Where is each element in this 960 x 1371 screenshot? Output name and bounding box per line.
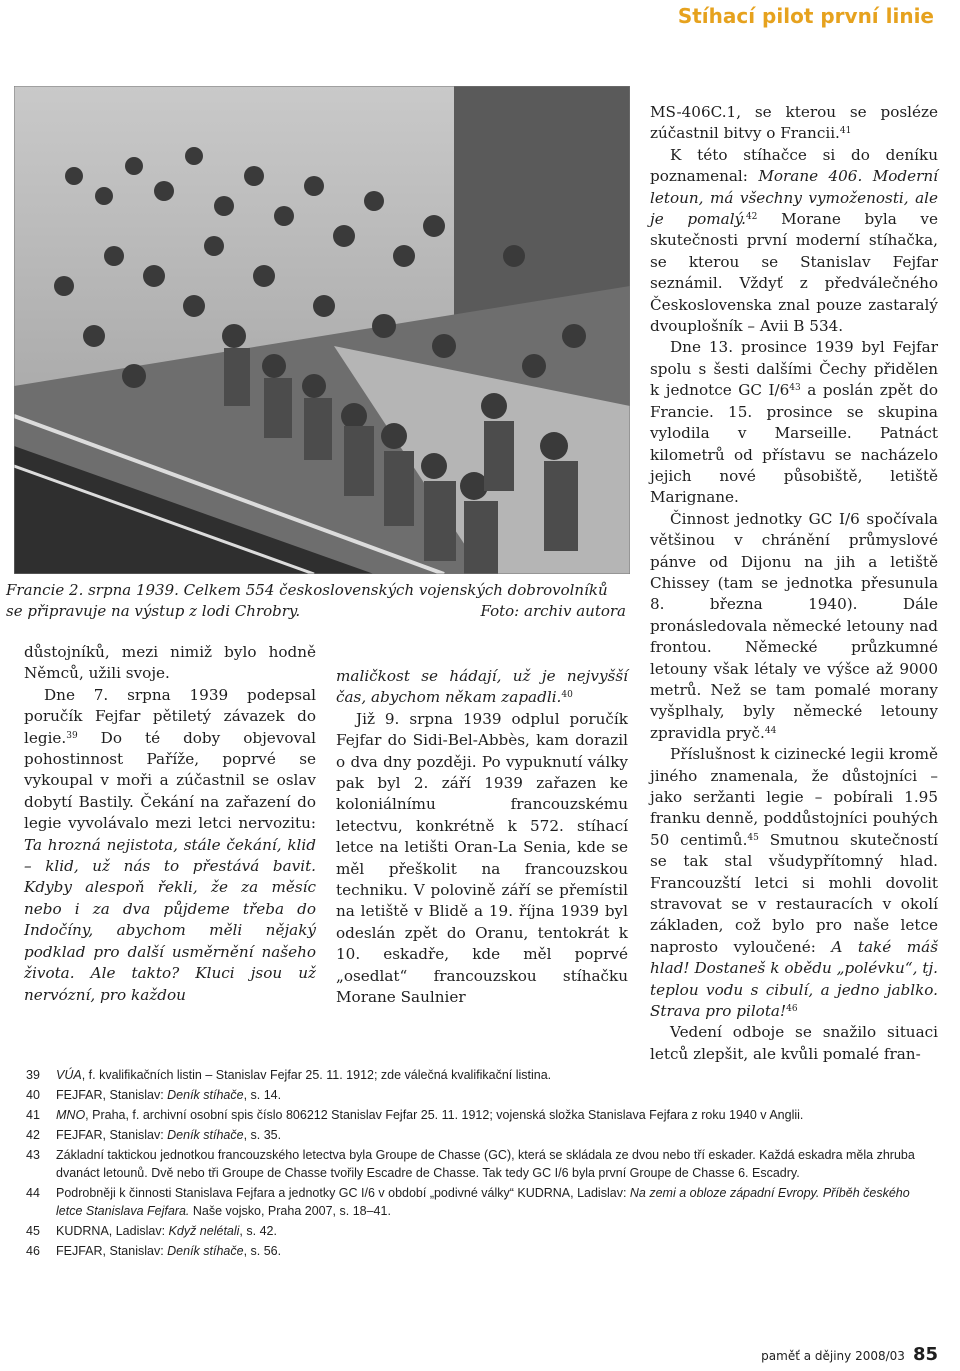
footnote-item: 39 VÚA, f. kvalifikačních listin – Stanislav Fejfar 25. 11. 1912; zde válečná kvalifikační listina. (26, 1068, 552, 1082)
photo-caption-text: Francie 2. srpna 1939. Celkem 554 československých vojenských dobrovolníků se připravuje na výstup z lodi Chrobry. (6, 581, 608, 620)
paragraph: Dne 7. srpna 1939 podepsal poručík Fejfar pětiletý závazek do legie.$^{39}$ Do té doby objevoval pohostinnost Paříže, poprvé se vykoupal v moři a zúčastnil se oslav dobytí Bastily. Čekání na zařazení do legie vyvolávalo mezi letci nervozitu: Ta hrozná nejistota, stále čekání, klid – klid, už nás to přestává bavit. Kdyby alespoň řekli, že za měsíc nebo i za dva půjdeme třeba do Indočíny, abychom měli nějaký podklad pro další usměrnění našeho života. Ale takto? Kluci jsou už nervózní, pro každou (24, 685, 316, 1004)
footnotes (26, 1066, 938, 1262)
footnote-ref: 46 (786, 1004, 798, 1015)
photo-caption (6, 580, 626, 622)
footnote-ref: 40 (561, 690, 573, 701)
photo-ship-deck-crowd (14, 86, 630, 574)
footnote-ref: 43 (789, 383, 801, 394)
footnote-ref: 44 (764, 725, 777, 736)
footnote-ref: 41 (839, 126, 852, 137)
paragraph: maličkost se hádají, už je nejvyšší čas, abychom někam zapadli.$^{40}$ (336, 667, 628, 707)
footnote-ref: 45 (747, 832, 759, 843)
paragraph: MS-406C.1, se kterou se posléze zúčastnil bitvy o Francii.$^{41}$ (650, 103, 938, 143)
footnote-item: 42 FEJFAR, Stanislav: Deník stíhače, s. 35. (26, 1128, 282, 1142)
historical-photo (14, 86, 630, 574)
paragraph: Činnost jednotky GC I/6 spočívala většinou v chránění průmyslové pánve od Dijonu na jih a letiště Chissey (tam se jednotka přesunula 8. března 1940). Dále pronásledovala německé letouny nad frontou. Německé průzkumné letouny však létaly ve výšce až 9000 metrů. Než se tam pomalé morany vyšplhaly, byly německé letouny zpravidla pryč.$^{44}$ (650, 509, 938, 742)
page-number: 85 (912, 1344, 938, 1365)
paragraph: Již 9. srpna 1939 odplul poručík Fejfar do Sidi-Bel-Abbès, kam dorazil o dva dny později. Po vypuknutí války pak byl 2. září 1939 zařazen ke koloniálnímu francouzskému letectvu, konkrétně k 572. stíhací letce na letišti Oran-La Senia, kde se měl přeškolit na francouzskou techniku. V polovině září se přemístil na letiště v Blidě a 19. října 1939 byl odeslán zpět do Oranu, tentokrát k 10. eskadře, kde měl poprvé „osedlat“ francouzskou stíhačku Morane Saulnier (336, 709, 628, 1007)
running-header-title: Stíhací pilot první linie (677, 4, 934, 28)
paragraph: důstojníků, mezi nimiž bylo hodně Němců, užili svoje. (24, 643, 316, 683)
footnote-item: 41 MNO, Praha, f. archivní osobní spis číslo 806212 Stanislav Fejfar 25. 11. 1912; vojenská složka Stanislava Fejfara z roku 1940 v Anglii. (26, 1108, 804, 1122)
paragraph: K této stíhačce si do deníku poznamenal: Morane 406. Moderní letoun, má všechny vymoženosti, ale je pomalý.$^{42}$ Morane byla ve skutečnosti první moderní stíhačka, se kterou se Stanislav Fejfar seznámil. Vždyť z předválečného Československa znal pouze zastaralý dvouplošník – Avii B 534. (650, 145, 939, 336)
footnote-ref: 42 (745, 212, 758, 223)
photo-credit: Foto: archiv autora (480, 602, 626, 620)
text-column-1 (24, 642, 316, 1006)
footnote-ref: 39 (66, 730, 78, 741)
footnote-item: 40 FEJFAR, Stanislav: Deník stíhače, s. 14. (26, 1088, 282, 1102)
text-column-2 (336, 666, 628, 1009)
paragraph: Dne 13. prosince 1939 byl Fejfar spolu s šesti dalšími Čechy přidělen k jednotce GC $I/6^{43}$ a poslán zpět do Francie. 15. prosince se skupina vylodila v Marseille. Patnáct kilometrů od přístavu se nacházelo jejich nové působiště, letiště Marignane. (650, 338, 938, 507)
footnote-item: 46 FEJFAR, Stanislav: Deník stíhače, s. 56. (26, 1244, 282, 1258)
footnote-item: 44 Podrobněji k činnosti Stanislava Fejfara a jednotky GC I/6 v období „podivné války“ KUDRNA, Ladislav: Na zemi a obloze západní Evropy. Příběh českého letce Stanislava Fejfara. Naše vojsko, Praha 2007, s. 18–41. (26, 1186, 910, 1218)
footnote-item: 43 Základní taktickou jednotkou francouzského letectva byla Groupe de Chasse (GC), která se skládala ze dvou nebo tří eskader. Každá eskadra měla zhruba dvanáct letounů. Dvě nebo tři Groupe de Chasse tvořily Escadre de Chasse. Tak tedy GC I/6 byla první Groupe de Chasse 6. Escadry. (26, 1148, 915, 1180)
footnote-item: 45 KUDRNA, Ladislav: Když nelétali, s. 42. (26, 1224, 277, 1238)
paragraph: Příslušnost k cizinecké legii kromě jiného znamenala, že důstojníci – jako seržanti legie – pobírali 1.95 franku denně, poddůstojníci pouhých 50 centimů.$^{45}$ Smutnou skutečností se tak stal všudypřítomný hlad. Francouzští letci si mohli dovolit stravovat se v restauracích v okolí základen, což bylo pro naše letce naprosto vyloučené: A také máš hlad! Dostaneš k obědu „polévku“, tj. teplou vodu s cibulí, a jedno jablko. Strava pro pilota!$^{46}$ (650, 745, 939, 1021)
paragraph: Vedení odboje se snažilo situaci letců zlepšit, ale kvůli pomalé fran- (650, 1023, 938, 1063)
magazine-name: paměť a dějiny 2008/03 (761, 1349, 905, 1363)
page-footer (761, 1344, 938, 1365)
text-column-3 (650, 102, 938, 1065)
